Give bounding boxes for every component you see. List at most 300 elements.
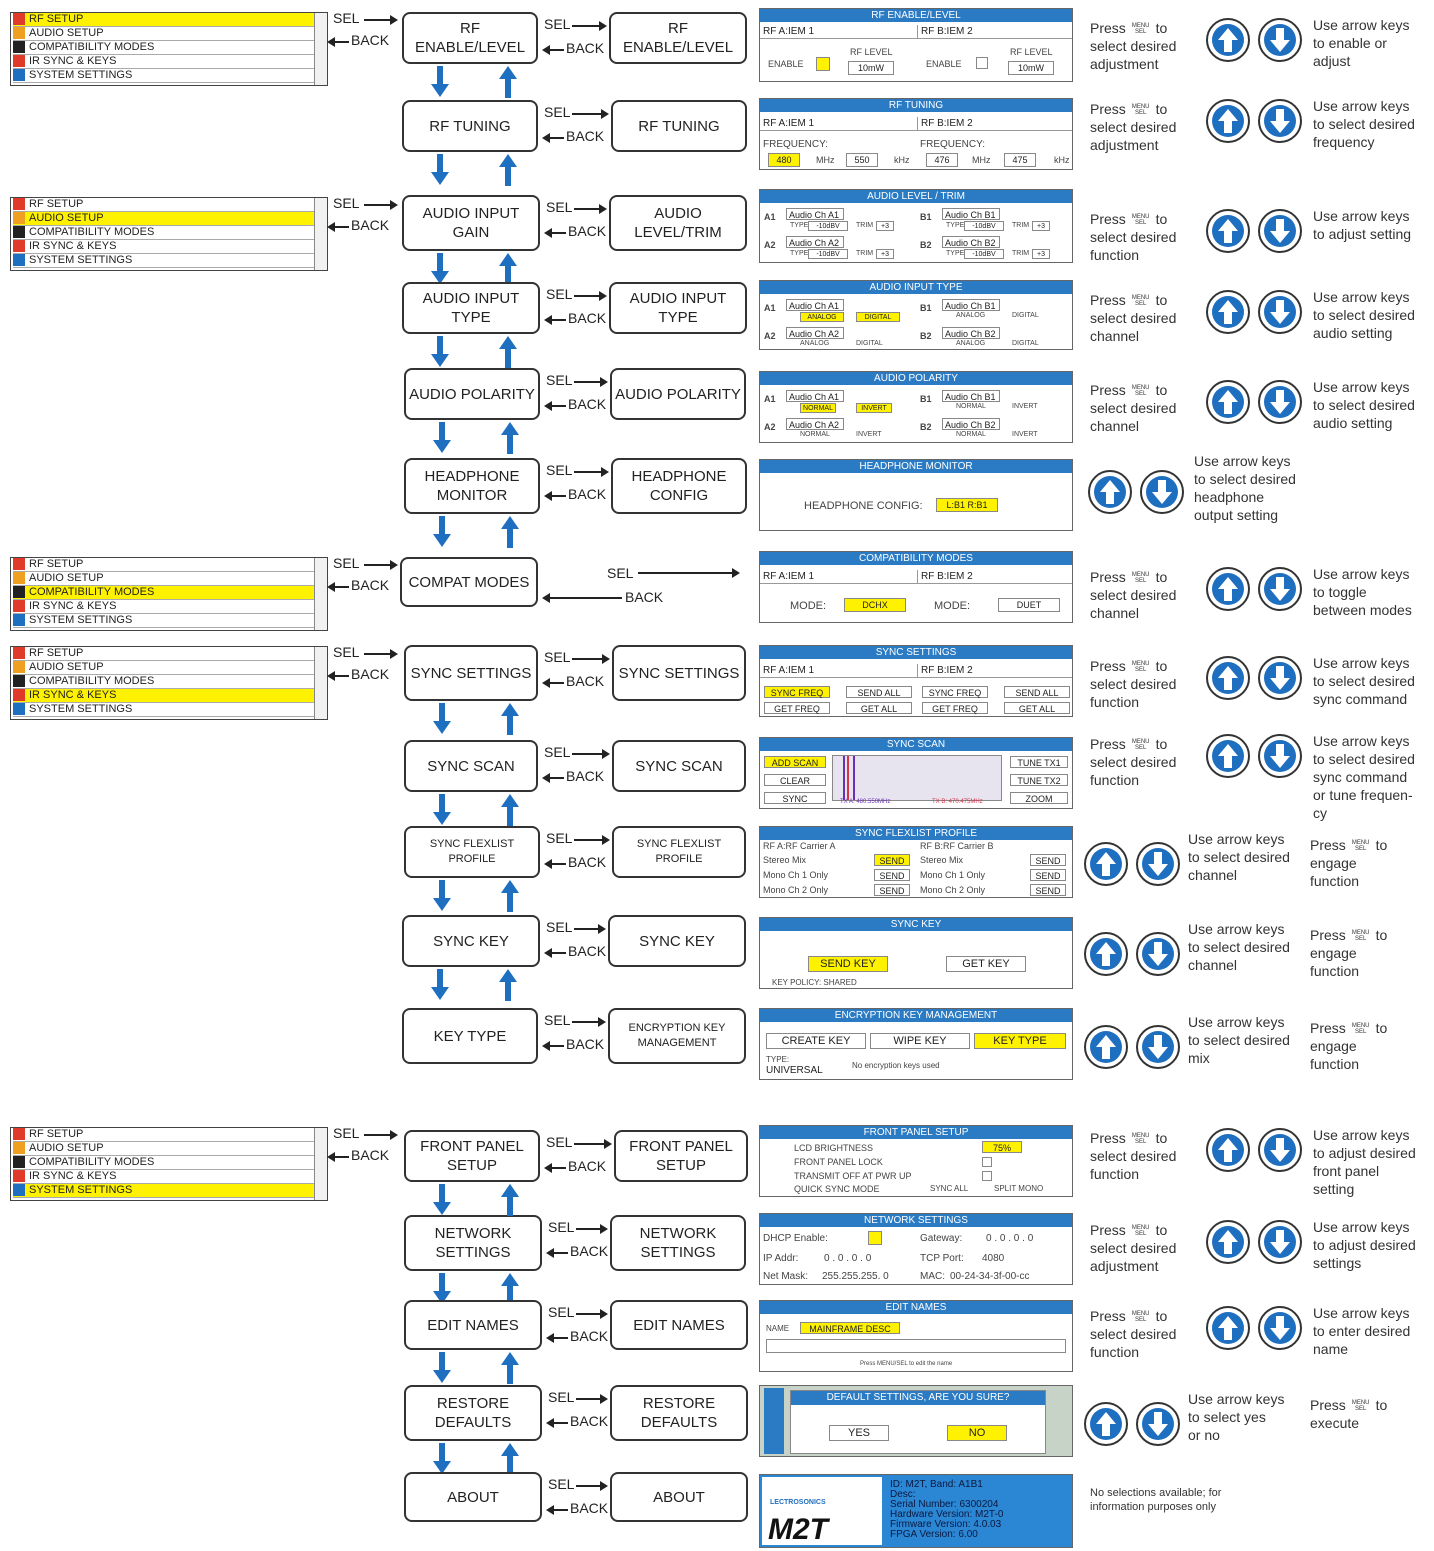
- down-arrow-key-icon: [1258, 656, 1302, 700]
- flow-box-right[interactable]: RF ENABLE/LEVEL: [609, 12, 747, 64]
- sync-all-radio[interactable]: SYNC ALL: [930, 1184, 969, 1193]
- up-arrow-icon: [498, 66, 518, 98]
- enable-checkbox-a[interactable]: [816, 57, 830, 71]
- menu-sel-icon: MENU SEL: [1351, 1400, 1370, 1413]
- main-menu-item[interactable]: [13, 198, 327, 212]
- press-rest: select desired adjustment: [1090, 119, 1177, 153]
- freq-a-mhz-field[interactable]: 480: [768, 153, 800, 167]
- sel-label: SEL: [546, 199, 573, 215]
- up-arrow-glyph-icon: [1212, 386, 1244, 418]
- headphone-config-label: HEADPHONE CONFIG:: [804, 500, 923, 512]
- panel-title: SYNC SCAN: [760, 738, 1072, 751]
- back-label: BACK: [351, 1147, 390, 1163]
- down-arrow-key-icon: [1258, 18, 1302, 62]
- flow-box-right[interactable]: SYNC KEY: [608, 915, 746, 967]
- main-menu-item[interactable]: [13, 558, 327, 572]
- scrollbar[interactable]: [314, 647, 327, 719]
- flow-box-left[interactable]: SYNC SETTINGS: [404, 645, 538, 701]
- back-label: BACK: [566, 1036, 605, 1052]
- brand-logo: LECTROSONICS: [770, 1499, 826, 1506]
- flow-box-right[interactable]: SYNC SETTINGS: [612, 645, 746, 701]
- mode-label: MODE:: [790, 600, 827, 612]
- analog-option[interactable]: ANALOG: [956, 340, 986, 347]
- up-arrow-icon: [498, 253, 518, 285]
- back-label: BACK: [351, 32, 390, 48]
- menu-sel-icon: MENU SEL: [1131, 295, 1150, 308]
- flow-box-left[interactable]: HEADPHONE MONITOR: [404, 458, 540, 514]
- get-freq-a-button[interactable]: GET FREQ: [764, 702, 830, 714]
- transmit-off-label: TRANSMIT OFF AT PWR UP: [794, 1171, 912, 1181]
- enable-label: ENABLE: [768, 59, 804, 69]
- flow-box-right[interactable]: RF TUNING: [611, 100, 747, 152]
- sync-key-panel: [759, 917, 1073, 989]
- clear-button[interactable]: CLEAR: [764, 774, 826, 786]
- flow-box-right[interactable]: AUDIO INPUT TYPE: [609, 282, 747, 334]
- menu-item-icon: [13, 27, 25, 39]
- main-menu-item[interactable]: [13, 703, 327, 717]
- flow-box-right[interactable]: EDIT NAMES: [610, 1300, 748, 1350]
- rf-level-b-field[interactable]: 10mW: [1008, 61, 1054, 75]
- freq-b-khz-field[interactable]: 475: [1004, 153, 1036, 167]
- get-all-b-button[interactable]: GET ALL: [1004, 702, 1070, 714]
- about-id: ID: M2T, Band: A1B1: [890, 1479, 983, 1490]
- trim-value-field[interactable]: +3: [876, 221, 894, 231]
- front-panel-lock-checkbox[interactable]: [982, 1157, 992, 1167]
- down-arrow-icon: [432, 1184, 452, 1216]
- main-menu: [10, 1127, 328, 1201]
- lcd-brightness-field[interactable]: 75%: [982, 1141, 1022, 1153]
- main-menu-item[interactable]: [13, 1128, 327, 1142]
- back-arrow: [550, 405, 566, 407]
- use-instruction: Use arrow keys to adjust desired settings: [1313, 1219, 1416, 1271]
- press-rest: select desired function: [1090, 229, 1177, 263]
- lcd-brightness-label: LCD BRIGHTNESS: [794, 1143, 874, 1153]
- send-button[interactable]: SEND: [874, 884, 910, 896]
- up-arrow-key-icon: [1206, 290, 1250, 334]
- gateway-value[interactable]: 0 . 0 . 0 . 0: [986, 1233, 1034, 1244]
- key-type-button[interactable]: KEY TYPE: [974, 1033, 1066, 1049]
- tune-tx2-button[interactable]: TUNE TX2: [1010, 774, 1068, 786]
- flow-box-left[interactable]: RF TUNING: [402, 100, 538, 152]
- down-arrow-icon: [430, 154, 450, 186]
- use-instruction: Use arrow keys to adjust setting: [1313, 208, 1412, 242]
- flow-box-right[interactable]: FRONT PANEL SETUP: [614, 1130, 748, 1182]
- panel-title: AUDIO INPUT TYPE: [760, 281, 1072, 294]
- send-all-a-button[interactable]: SEND ALL: [846, 686, 912, 698]
- to-word: to: [1155, 1130, 1168, 1146]
- down-arrow-glyph-icon: [1146, 476, 1178, 508]
- press-word: Press: [1310, 1397, 1346, 1413]
- send-button[interactable]: SEND: [1030, 884, 1066, 896]
- down-arrow-glyph-icon: [1264, 24, 1296, 56]
- channel-badge: B1: [920, 212, 932, 222]
- channel-a-label: RF A:IEM 1: [760, 25, 917, 39]
- level-value-field[interactable]: -10dBV: [808, 249, 848, 259]
- tx-b-readout: TX B: 470.475MHz: [932, 799, 983, 805]
- press-instruction: [1090, 210, 1176, 264]
- main-menu-item[interactable]: [13, 55, 327, 69]
- to-word: to: [1155, 736, 1168, 752]
- level-value-field[interactable]: -10dBV: [808, 221, 848, 231]
- sel-label: SEL: [333, 555, 360, 571]
- send-button[interactable]: SEND: [1030, 854, 1066, 866]
- up-arrow-glyph-icon: [1212, 1226, 1244, 1258]
- channel-badge: B1: [920, 303, 932, 313]
- flow-box-left[interactable]: EDIT NAMES: [404, 1300, 542, 1350]
- invert-option[interactable]: INVERT: [1012, 431, 1038, 438]
- sel-arrow: [364, 653, 392, 655]
- to-word: to: [1155, 658, 1168, 674]
- to-word: to: [1375, 927, 1388, 943]
- channel-name-field[interactable]: Audio Ch B1: [942, 208, 1000, 220]
- flow-box-left[interactable]: ABOUT: [404, 1472, 542, 1522]
- digital-option[interactable]: DIGITAL: [1012, 340, 1039, 347]
- invert-option[interactable]: INVERT: [1012, 403, 1038, 410]
- no-button[interactable]: NO: [947, 1425, 1007, 1441]
- sel-label: SEL: [548, 1219, 575, 1235]
- channel-badge: A2: [764, 240, 776, 250]
- flow-box-right[interactable]: ABOUT: [610, 1472, 748, 1522]
- press-word: Press: [1090, 658, 1126, 674]
- channel-name-field[interactable]: Audio Ch B1: [942, 390, 1000, 402]
- flow-box-right[interactable]: AUDIO POLARITY: [610, 368, 746, 420]
- panel-title: NETWORK SETTINGS: [760, 1214, 1072, 1227]
- channel-name-field[interactable]: Audio Ch A2: [786, 418, 844, 430]
- back-label: BACK: [625, 589, 664, 605]
- analog-option[interactable]: ANALOG: [956, 312, 986, 319]
- flow-box-right[interactable]: RESTORE DEFAULTS: [610, 1385, 748, 1441]
- flow-box-left[interactable]: FRONT PANEL SETUP: [404, 1130, 540, 1182]
- khz-label: kHz: [894, 155, 910, 165]
- flow-box-right[interactable]: HEADPHONE CONFIG: [611, 458, 747, 514]
- to-word: to: [1155, 101, 1168, 117]
- main-menu-item[interactable]: [13, 254, 327, 268]
- down-arrow-key-icon: [1258, 1306, 1302, 1350]
- digital-option[interactable]: DIGITAL: [856, 312, 900, 322]
- type-label: TYPE:: [766, 1055, 790, 1064]
- level-value-field[interactable]: -10dBV: [964, 221, 1004, 231]
- back-arrow: [552, 1509, 568, 1511]
- name-entry-field[interactable]: [766, 1339, 1066, 1353]
- back-label: BACK: [570, 1243, 609, 1259]
- sync-scan-panel: [759, 737, 1073, 809]
- flow-box-left[interactable]: SYNC KEY: [402, 915, 540, 967]
- channel-name-field[interactable]: Audio Ch B2: [942, 418, 1000, 430]
- flow-box-left[interactable]: AUDIO INPUT GAIN: [402, 195, 540, 251]
- flexlist-row-label: Mono Ch 2 Only: [763, 885, 829, 895]
- channel-badge: B2: [920, 331, 932, 341]
- freq-b-mhz-field[interactable]: 476: [926, 153, 958, 167]
- sel-arrow: [576, 1313, 602, 1315]
- type-label: TYPE: [790, 250, 809, 257]
- main-menu-item-label: IR SYNC & KEYS: [29, 1170, 117, 1182]
- flow-box-left[interactable]: RESTORE DEFAULTS: [404, 1385, 542, 1441]
- up-arrow-glyph-icon: [1212, 1312, 1244, 1344]
- down-arrow-key-icon: [1136, 1025, 1180, 1069]
- up-arrow-key-icon: [1206, 1306, 1250, 1350]
- flow-box-left[interactable]: AUDIO POLARITY: [404, 368, 540, 420]
- zoom-button[interactable]: ZOOM: [1010, 792, 1068, 804]
- up-arrow-key-icon: [1084, 1025, 1128, 1069]
- up-arrow-key-icon: [1084, 932, 1128, 976]
- main-menu-item[interactable]: [13, 572, 327, 586]
- sel-label: SEL: [546, 830, 573, 846]
- main-menu-item[interactable]: [13, 27, 327, 41]
- level-value-field[interactable]: -10dBV: [964, 249, 1004, 259]
- flow-box-left[interactable]: NETWORK SETTINGS: [404, 1215, 542, 1271]
- send-button[interactable]: SEND: [1030, 869, 1066, 881]
- get-key-button[interactable]: GET KEY: [946, 956, 1026, 972]
- press-rest: select desired adjustment: [1090, 1240, 1177, 1274]
- down-arrow-icon: [430, 66, 450, 98]
- flexlist-row-label: Mono Ch 1 Only: [920, 870, 986, 880]
- main-menu: [10, 197, 328, 271]
- trim-label: TRIM: [856, 222, 874, 229]
- main-menu-item-label: SYSTEM SETTINGS: [29, 69, 133, 81]
- ip-label: IP Addr:: [763, 1253, 799, 1264]
- about-fw: Firmware Version: 4.0.03: [890, 1519, 1002, 1530]
- up-arrow-key-icon: [1206, 656, 1250, 700]
- main-menu-item[interactable]: [13, 675, 327, 689]
- sel-label: SEL: [546, 1134, 573, 1150]
- menu-sel-icon: MENU SEL: [1131, 739, 1150, 752]
- network-settings-panel: [759, 1213, 1073, 1285]
- headphone-config-field[interactable]: L:B1 R:B1: [936, 498, 998, 512]
- scrollbar[interactable]: [314, 1128, 327, 1200]
- up-arrow-glyph-icon: [1212, 662, 1244, 694]
- sel-arrow: [574, 471, 603, 473]
- down-arrow-icon: [432, 1352, 452, 1384]
- back-arrow: [550, 1167, 566, 1169]
- down-arrow-key-icon: [1140, 470, 1184, 514]
- back-arrow: [550, 863, 566, 865]
- press-instruction: [1090, 291, 1176, 345]
- press-word: Press: [1090, 1222, 1126, 1238]
- main-menu-item-label: AUDIO SETUP: [29, 661, 104, 673]
- digital-option[interactable]: DIGITAL: [856, 340, 883, 347]
- down-arrow-glyph-icon: [1264, 740, 1296, 772]
- menu-item-icon: [13, 600, 25, 612]
- main-menu-item[interactable]: [13, 1170, 327, 1184]
- about-logo-area: [762, 1477, 882, 1545]
- back-label: BACK: [566, 768, 605, 784]
- use-instruction: Use arrow keys to select desired mix: [1188, 1014, 1290, 1066]
- create-key-button[interactable]: CREATE KEY: [766, 1033, 866, 1049]
- sync-freq-b-button[interactable]: SYNC FREQ: [922, 686, 988, 698]
- main-menu-item[interactable]: [13, 600, 327, 614]
- press-instruction: [1090, 735, 1176, 789]
- yes-button[interactable]: YES: [829, 1425, 889, 1441]
- flow-box-left[interactable]: SYNC SCAN: [404, 740, 538, 792]
- net-mask-value[interactable]: 255.255.255. 0: [822, 1271, 889, 1282]
- tune-tx1-button[interactable]: TUNE TX1: [1010, 756, 1068, 768]
- mode-b-field[interactable]: DUET: [998, 598, 1060, 612]
- channel-name-field[interactable]: Audio Ch A1: [786, 208, 844, 220]
- down-arrow-glyph-icon: [1264, 386, 1296, 418]
- menu-item-icon: [13, 240, 25, 252]
- get-freq-b-button[interactable]: GET FREQ: [922, 702, 988, 714]
- up-arrow-glyph-icon: [1212, 105, 1244, 137]
- trim-value-field[interactable]: +3: [1032, 249, 1050, 259]
- get-all-a-button[interactable]: GET ALL: [846, 702, 912, 714]
- up-arrow-glyph-icon: [1090, 848, 1122, 880]
- main-menu-item[interactable]: [13, 689, 327, 703]
- tcp-port-label: TCP Port:: [920, 1253, 964, 1264]
- menu-sel-icon: MENU SEL: [1131, 214, 1150, 227]
- key-policy-label: KEY POLICY: SHARED: [772, 978, 857, 987]
- channel-name-field[interactable]: Audio Ch A2: [786, 236, 844, 248]
- back-label: BACK: [570, 1500, 609, 1516]
- main-menu-item[interactable]: [13, 41, 327, 55]
- about-fpga: FPGA Version: 6.00: [890, 1529, 978, 1540]
- channel-name-field[interactable]: Audio Ch A2: [786, 327, 844, 339]
- sel-label: SEL: [546, 286, 573, 302]
- channel-name-field[interactable]: Audio Ch B2: [942, 236, 1000, 248]
- dhcp-checkbox[interactable]: [868, 1231, 882, 1245]
- flow-box-left[interactable]: AUDIO INPUT TYPE: [402, 282, 540, 334]
- encryption-note: No encryption keys used: [852, 1061, 940, 1070]
- mac-label: MAC:: [920, 1271, 945, 1282]
- send-key-button[interactable]: SEND KEY: [808, 956, 888, 972]
- menu-sel-icon: MENU SEL: [1131, 661, 1150, 674]
- name-field[interactable]: MAINFRAME DESC: [800, 1322, 900, 1334]
- main-menu-item[interactable]: [13, 13, 327, 27]
- menu-sel-icon: MENU SEL: [1131, 572, 1150, 585]
- channel-name-field[interactable]: Audio Ch B2: [942, 327, 1000, 339]
- flow-box-right[interactable]: SYNC FLEXLIST PROFILE: [612, 826, 746, 878]
- restore-dialog: [790, 1390, 1046, 1454]
- sync-freq-a-button[interactable]: SYNC FREQ: [764, 686, 830, 698]
- enable-checkbox-b[interactable]: [976, 57, 988, 69]
- to-word: to: [1155, 569, 1168, 585]
- main-menu-item[interactable]: [13, 212, 327, 226]
- main-menu-item[interactable]: [13, 586, 327, 600]
- up-arrow-key-icon: [1206, 18, 1250, 62]
- invert-option[interactable]: INVERT: [856, 403, 892, 413]
- use-instruction: Use arrow keys to adjust desired front panel setting: [1313, 1127, 1416, 1197]
- wipe-key-button[interactable]: WIPE KEY: [870, 1033, 970, 1049]
- audio-level-panel: [759, 189, 1073, 263]
- rf-level-a-field[interactable]: 10mW: [848, 61, 894, 75]
- mode-a-field[interactable]: DCHX: [844, 598, 906, 612]
- sel-label: SEL: [544, 104, 571, 120]
- back-arrow: [548, 49, 564, 51]
- flow-box-left[interactable]: RF ENABLE/LEVEL: [402, 12, 538, 64]
- flow-box-right[interactable]: NETWORK SETTINGS: [610, 1215, 746, 1271]
- analog-option[interactable]: ANALOG: [800, 312, 844, 322]
- menu-item-icon: [13, 675, 25, 687]
- menu-item-icon: [13, 1128, 25, 1140]
- main-menu-item-label: SYSTEM SETTINGS: [29, 1184, 133, 1196]
- normal-option[interactable]: NORMAL: [956, 431, 986, 438]
- panel-title: RF TUNING: [760, 99, 1072, 112]
- digital-option[interactable]: DIGITAL: [1012, 312, 1039, 319]
- menu-item-icon: [13, 689, 25, 701]
- menu-item-icon: [13, 1156, 25, 1168]
- press-rest: select desired channel: [1090, 310, 1177, 344]
- channel-badge: A1: [764, 394, 776, 404]
- flow-box-right[interactable]: AUDIO LEVEL/TRIM: [609, 195, 747, 251]
- up-arrow-icon: [498, 154, 518, 186]
- use-instruction: Use arrow keys to select yes or no: [1188, 1391, 1285, 1443]
- main-menu-item-label: RF SETUP: [29, 13, 84, 25]
- invert-option[interactable]: INVERT: [856, 431, 882, 438]
- analog-option[interactable]: ANALOG: [800, 340, 830, 347]
- main-menu-item[interactable]: [13, 226, 327, 240]
- channel-name-field[interactable]: Audio Ch B1: [942, 299, 1000, 311]
- khz-label: kHz: [1054, 155, 1070, 165]
- main-menu-item[interactable]: [13, 1184, 327, 1198]
- scrollbar[interactable]: [314, 198, 327, 270]
- channel-name-field[interactable]: Audio Ch A1: [786, 299, 844, 311]
- main-menu-item[interactable]: [13, 240, 327, 254]
- flow-box-left[interactable]: KEY TYPE: [402, 1008, 538, 1064]
- panel-title: COMPATIBILITY MODES: [760, 552, 1072, 565]
- back-arrow: [550, 319, 566, 321]
- flow-box-left[interactable]: SYNC FLEXLIST PROFILE: [404, 826, 540, 878]
- freq-a-khz-field[interactable]: 550: [846, 153, 878, 167]
- send-all-b-button[interactable]: SEND ALL: [1004, 686, 1070, 698]
- main-menu-item[interactable]: [13, 647, 327, 661]
- trim-value-field[interactable]: +3: [876, 249, 894, 259]
- down-arrow-icon: [432, 516, 452, 548]
- add-scan-button[interactable]: ADD SCAN: [764, 756, 826, 768]
- flexlist-row-label: Mono Ch 2 Only: [920, 885, 986, 895]
- to-word: to: [1155, 292, 1168, 308]
- back-label: BACK: [568, 854, 607, 870]
- scrollbar[interactable]: [314, 13, 327, 85]
- normal-option[interactable]: NORMAL: [800, 431, 830, 438]
- menu-item-icon: [13, 212, 25, 224]
- press-word: Press: [1090, 382, 1126, 398]
- back-arrow: [333, 226, 349, 228]
- main-menu-item[interactable]: [13, 1156, 327, 1170]
- tcp-port-value[interactable]: 4080: [982, 1253, 1005, 1264]
- sync-button[interactable]: SYNC: [764, 792, 826, 804]
- send-button[interactable]: SEND: [874, 869, 910, 881]
- channel-name-field[interactable]: Audio Ch A1: [786, 390, 844, 402]
- menu-item-icon: [13, 647, 25, 659]
- flow-box-right[interactable]: ENCRYPTION KEY MANAGEMENT: [608, 1008, 746, 1064]
- ip-value[interactable]: 0 . 0 . 0 . 0: [824, 1253, 872, 1264]
- normal-option[interactable]: NORMAL: [800, 403, 836, 413]
- flow-box-left[interactable]: COMPAT MODES: [400, 557, 538, 607]
- channel-badge: A1: [764, 303, 776, 313]
- split-mono-radio[interactable]: SPLIT MONO: [994, 1184, 1044, 1193]
- main-menu-item[interactable]: [13, 69, 327, 83]
- main-menu-item[interactable]: [13, 661, 327, 675]
- down-arrow-icon: [430, 336, 450, 368]
- scrollbar[interactable]: [314, 558, 327, 630]
- menu-sel-icon: MENU SEL: [1131, 1225, 1150, 1238]
- transmit-off-checkbox[interactable]: [982, 1171, 992, 1181]
- menu-sel-icon: MENU SEL: [1131, 1311, 1150, 1324]
- send-button[interactable]: SEND: [874, 854, 910, 866]
- flow-box-right[interactable]: SYNC SCAN: [612, 740, 746, 792]
- trim-value-field[interactable]: +3: [1032, 221, 1050, 231]
- mhz-label: MHz: [972, 155, 991, 165]
- up-arrow-key-icon: [1206, 1220, 1250, 1264]
- trim-label: TRIM: [1012, 250, 1030, 257]
- panel-title: SYNC KEY: [760, 918, 1072, 931]
- to-word: to: [1155, 1308, 1168, 1324]
- down-arrow-key-icon: [1258, 1220, 1302, 1264]
- up-arrow-glyph-icon: [1212, 296, 1244, 328]
- main-menu-item[interactable]: [13, 614, 327, 628]
- main-menu-item[interactable]: [13, 1142, 327, 1156]
- normal-option[interactable]: NORMAL: [956, 403, 986, 410]
- encryption-key-panel: [759, 1008, 1073, 1080]
